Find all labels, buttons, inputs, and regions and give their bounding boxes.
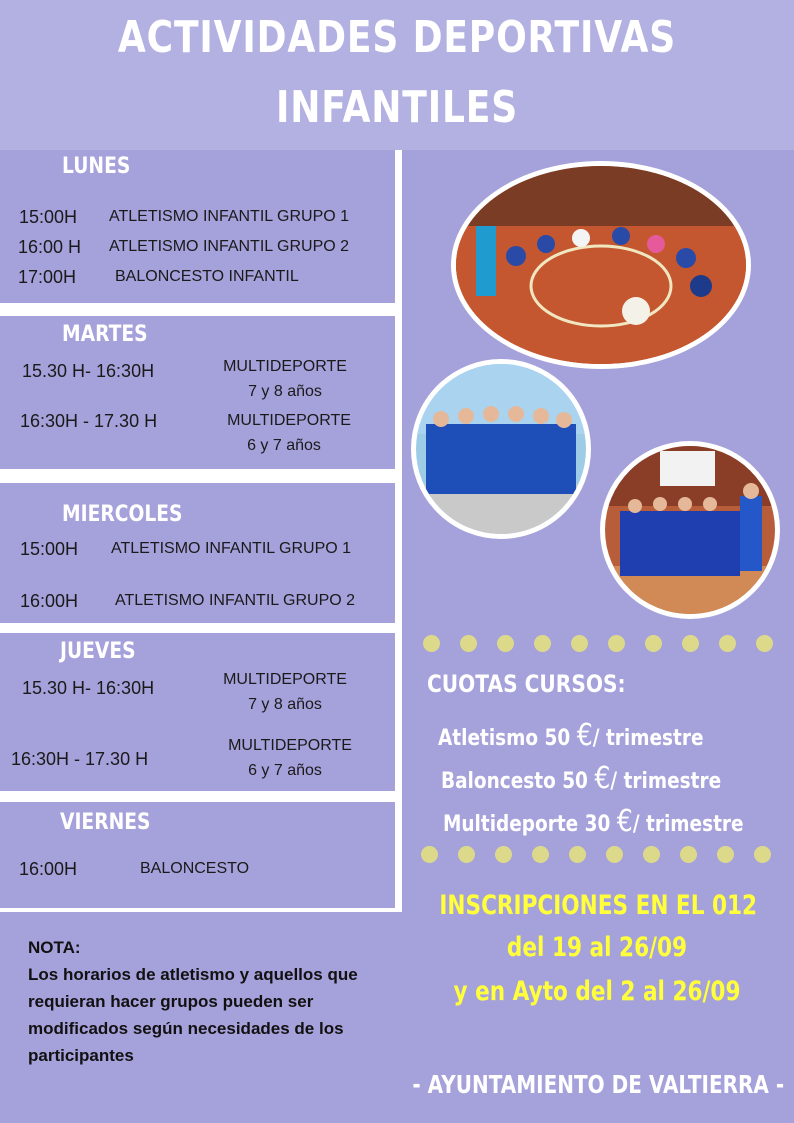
photo-basketball-team <box>600 441 780 619</box>
day-panel-jueves <box>0 633 395 791</box>
inscriptions-line-1: INSCRIPCIONES EN EL 012 <box>439 890 758 921</box>
time: 16:00H <box>20 591 79 611</box>
age-group: 7 y 8 años <box>248 383 322 400</box>
day-title: MARTES <box>62 322 148 347</box>
fee-label: Multideporte 30 <box>443 812 617 837</box>
photo-illustration <box>416 364 586 534</box>
note-body: Los horarios de atletismo y aquellos que requieran hacer grupos pueden ser modificados según necesidades de los participantes <box>28 965 358 1065</box>
activity: BALONCESTO INFANTIL <box>115 268 299 285</box>
footer-organization: - AYUNTAMIENTO DE VALTIERRA - <box>412 1070 785 1099</box>
fee-period: / trimestre <box>610 769 722 794</box>
dots-row-bottom <box>421 846 771 863</box>
fee-atletismo <box>438 718 703 753</box>
inscriptions-line-3: y en Ayto del 2 al 26/09 <box>453 976 741 1007</box>
age-group: 6 y 7 años <box>248 762 322 779</box>
fees-heading: CUOTAS CURSOS: <box>427 670 626 698</box>
time: 15:00H <box>20 539 79 559</box>
time: 15.30 H- 16:30H <box>22 361 155 381</box>
activity: MULTIDEPORTE <box>223 358 347 375</box>
time: 16:30H - 17.30 H <box>11 749 149 769</box>
activity: ATLETISMO INFANTIL GRUPO 1 <box>111 540 352 557</box>
activity: MULTIDEPORTE <box>223 671 347 688</box>
day-panel-lunes <box>0 150 395 303</box>
photo-illustration <box>456 166 746 364</box>
day-panel-martes <box>0 316 395 469</box>
activity: ATLETISMO INFANTIL GRUPO 2 <box>109 238 350 255</box>
photo-children-circle-court <box>451 161 751 369</box>
age-group: 6 y 7 años <box>247 437 321 454</box>
note-label: NOTA: <box>28 938 81 957</box>
time: 15.30 H- 16:30H <box>22 678 155 698</box>
euro-sign: € <box>594 761 611 796</box>
activity: MULTIDEPORTE <box>227 412 351 429</box>
activity: BALONCESTO <box>140 860 250 877</box>
activity: ATLETISMO INFANTIL GRUPO 1 <box>109 208 350 225</box>
age-group: 7 y 8 años <box>248 696 322 713</box>
activity: MULTIDEPORTE <box>228 737 352 754</box>
fee-baloncesto <box>441 761 721 796</box>
day-panel-miercoles <box>0 483 395 623</box>
photo-team-outdoor <box>411 359 591 539</box>
dots-row-top <box>423 635 773 652</box>
photo-illustration <box>605 446 775 614</box>
day-panel-viernes <box>0 802 395 908</box>
fee-label: Atletismo 50 <box>438 726 577 751</box>
time: 16:30H - 17.30 H <box>20 411 158 431</box>
euro-sign: € <box>616 804 633 839</box>
day-title: JUEVES <box>60 639 136 664</box>
fee-multideporte <box>443 804 744 839</box>
title-line-2: INFANTILES <box>275 82 519 133</box>
activity: ATLETISMO INFANTIL GRUPO 2 <box>115 592 356 609</box>
euro-sign: € <box>576 718 593 753</box>
fee-period: / trimestre <box>592 726 704 751</box>
schedule-column <box>0 150 402 912</box>
day-title: VIERNES <box>60 810 151 835</box>
inscriptions-line-2: del 19 al 26/09 <box>506 932 688 963</box>
fee-period: / trimestre <box>632 812 744 837</box>
time: 16:00 H <box>18 237 82 257</box>
day-title: LUNES <box>62 154 131 179</box>
title-line-1: ACTIVIDADES DEPORTIVAS <box>117 12 677 63</box>
day-title: MIERCOLES <box>62 502 183 527</box>
time: 15:00H <box>19 207 78 227</box>
time: 16:00H <box>19 859 78 879</box>
time: 17:00H <box>18 267 77 287</box>
fee-label: Baloncesto 50 <box>441 769 595 794</box>
